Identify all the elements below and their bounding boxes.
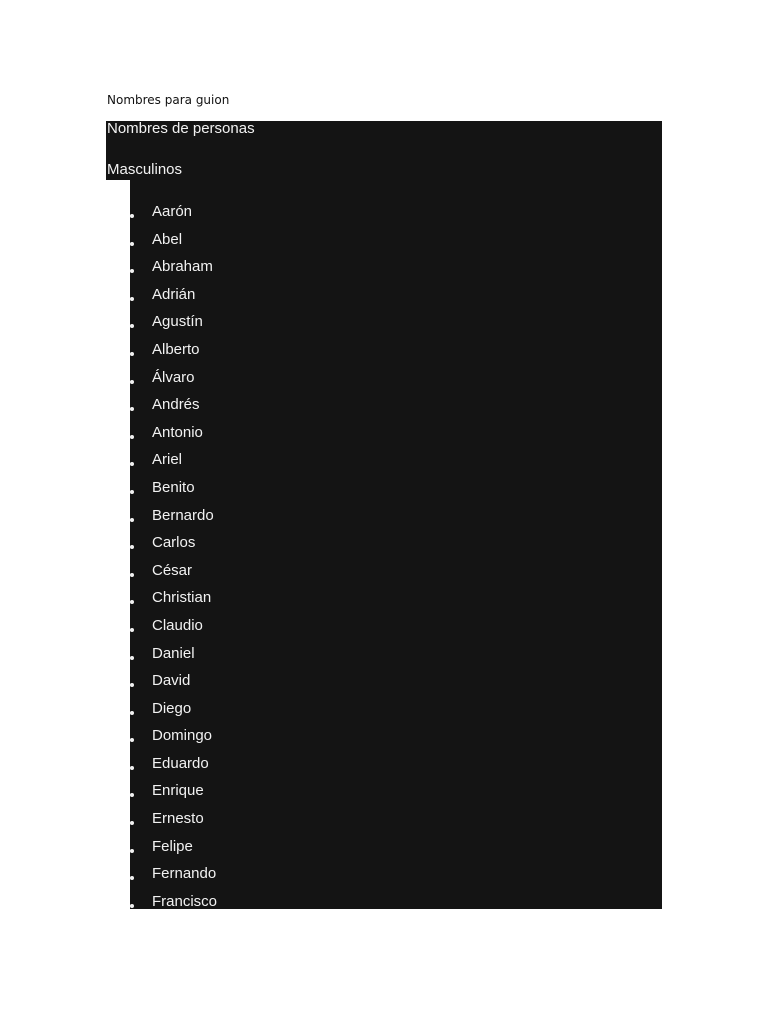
bullet-icon xyxy=(130,364,136,392)
bullet-icon xyxy=(130,750,136,778)
bullet-icon xyxy=(130,419,136,447)
bullet-icon xyxy=(130,502,136,530)
bullet-icon xyxy=(130,529,136,557)
section-heading: Nombres de personas xyxy=(107,120,255,137)
list-item-label: Domingo xyxy=(152,727,213,745)
list-item-label: Felipe xyxy=(152,837,193,855)
list-item-label: Abel xyxy=(152,230,183,248)
list-item-label: Andrés xyxy=(152,396,200,414)
list-item-label: Aarón xyxy=(152,203,193,220)
list-item-label: Adrián xyxy=(152,285,196,303)
list-item-label: Carlos xyxy=(152,534,196,552)
bullet-icon xyxy=(130,253,136,281)
list-item-label: Ernesto xyxy=(152,810,204,828)
list-item-label: Ariel xyxy=(152,451,183,469)
bullet-icon xyxy=(130,584,136,612)
list-item-label: Bernardo xyxy=(152,506,214,524)
bullet-icon xyxy=(130,226,136,254)
indent-margin xyxy=(106,180,130,909)
list-item-label: Claudio xyxy=(152,616,203,634)
list-item-label: Eduardo xyxy=(152,754,209,772)
list-item-label: Alberto xyxy=(152,340,200,358)
bullet-icon xyxy=(130,612,136,640)
list-item-label: Fernando xyxy=(152,865,217,883)
list-item-label: Francisco xyxy=(152,892,218,910)
list-item-label: David xyxy=(152,672,191,690)
bullet-icon xyxy=(130,198,136,226)
bullet-icon xyxy=(130,391,136,419)
bullet-icon xyxy=(130,860,136,888)
list-item-label: Daniel xyxy=(152,644,195,662)
bullet-icon xyxy=(130,833,136,861)
list-item-label: Antonio xyxy=(152,423,203,441)
list-item-label: Enrique xyxy=(152,782,204,800)
list-item-label: Diego xyxy=(152,699,192,717)
list-item-label: Christian xyxy=(152,589,212,607)
bullet-icon xyxy=(130,557,136,585)
bullet-icon xyxy=(130,336,136,364)
bullet-icon xyxy=(130,640,136,668)
section-subheading: Masculinos xyxy=(107,161,183,178)
bullet-icon xyxy=(130,722,136,750)
list-item-label: Agustín xyxy=(152,313,203,331)
bullet-icon xyxy=(130,667,136,695)
list-item-label: Álvaro xyxy=(152,368,195,386)
bullet-icon xyxy=(130,281,136,309)
bullet-icon xyxy=(130,695,136,723)
list-item-label: Abraham xyxy=(152,258,213,276)
bullet-icon xyxy=(130,474,136,502)
bullet-icon xyxy=(130,308,136,336)
list-item-label: César xyxy=(152,561,193,579)
bullet-icon xyxy=(130,777,136,805)
document-title: Nombres para guion xyxy=(107,93,230,107)
bullet-icon xyxy=(130,805,136,833)
bullet-icon xyxy=(130,446,136,474)
bullet-icon xyxy=(130,888,136,916)
list-item-label: Benito xyxy=(152,478,195,496)
